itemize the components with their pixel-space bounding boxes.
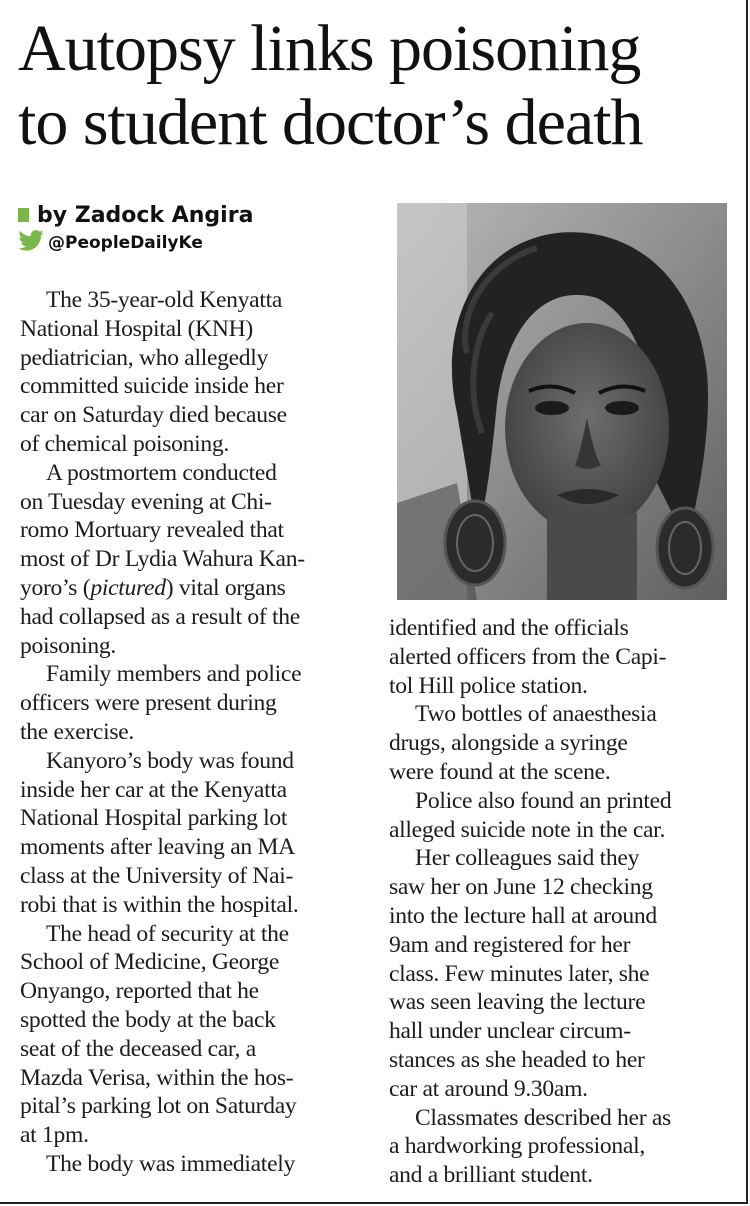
line: car on Saturday died because bbox=[20, 402, 287, 429]
line: moments after leaving an MA bbox=[20, 834, 295, 861]
paragraph-4 bbox=[20, 747, 360, 920]
article-column-2 bbox=[389, 614, 734, 1190]
line: had collapsed as a result of the bbox=[20, 603, 300, 630]
paragraph-7 bbox=[389, 614, 734, 700]
byline-author-row bbox=[18, 200, 378, 230]
paragraph-6 bbox=[20, 1150, 360, 1179]
line: saw her on June 12 checking bbox=[389, 874, 653, 901]
line: into the lecture hall at around bbox=[389, 902, 657, 929]
byline-handle-row[interactable] bbox=[18, 230, 378, 256]
line: Kanyoro’s body was found bbox=[46, 747, 294, 774]
line: and a brilliant student. bbox=[389, 1162, 593, 1189]
line: seat of the deceased car, a bbox=[20, 1035, 256, 1062]
paragraph-9 bbox=[389, 787, 734, 845]
line: on Tuesday evening at Chi- bbox=[20, 488, 272, 515]
line: car at around 9.30am. bbox=[389, 1075, 588, 1102]
article-photo bbox=[397, 203, 727, 600]
line: Her colleagues said they bbox=[415, 845, 640, 872]
line: Family members and police bbox=[46, 661, 302, 688]
line: A postmortem conducted bbox=[46, 459, 277, 486]
line: tol Hill police station. bbox=[389, 672, 588, 699]
line: alleged suicide note in the car. bbox=[389, 816, 666, 843]
paragraph-10 bbox=[389, 844, 734, 1103]
line: The body was immediately bbox=[46, 1150, 295, 1177]
line: hall under unclear circum- bbox=[389, 1018, 631, 1045]
paragraph-8 bbox=[389, 700, 734, 786]
line: of chemical poisoning. bbox=[20, 430, 229, 457]
portrait-illustration bbox=[397, 203, 727, 600]
byline bbox=[18, 200, 378, 256]
pictured-italic: pictured bbox=[90, 574, 166, 601]
line: class at the University of Nai- bbox=[20, 862, 294, 889]
accent-square-icon bbox=[18, 208, 29, 222]
line: identified and the officials bbox=[389, 615, 629, 641]
line: National Hospital parking lot bbox=[20, 805, 288, 832]
twitter-handle: @PeopleDailyKe bbox=[48, 233, 203, 253]
line: yoro’s ( bbox=[20, 574, 91, 601]
line: Two bottles of anaesthesia bbox=[415, 701, 657, 728]
headline bbox=[18, 12, 738, 160]
paragraph-1 bbox=[20, 286, 360, 459]
line: National Hospital (KNH) bbox=[20, 315, 253, 342]
line: spotted the body at the back bbox=[20, 1006, 276, 1033]
line: were found at the scene. bbox=[389, 758, 611, 785]
line: class. Few minutes later, she bbox=[389, 960, 650, 987]
paragraph-3 bbox=[20, 660, 360, 746]
paragraph-5 bbox=[20, 920, 360, 1150]
line: at 1pm. bbox=[20, 1122, 89, 1149]
line: poisoning. bbox=[20, 632, 116, 659]
headline-line-1: Autopsy links poisoning bbox=[18, 12, 641, 85]
twitter-bird-icon bbox=[18, 230, 44, 256]
line: The 35-year-old Kenyatta bbox=[46, 287, 283, 313]
line: pediatrician, who allegedly bbox=[20, 344, 269, 371]
line: inside her car at the Kenyatta bbox=[20, 776, 287, 803]
line: Police also found an printed bbox=[415, 787, 672, 814]
line: the exercise. bbox=[20, 718, 134, 745]
line: romo Mortuary revealed that bbox=[20, 517, 284, 544]
line: pital’s parking lot on Saturday bbox=[20, 1093, 297, 1120]
line: Onyango, reported that he bbox=[20, 978, 259, 1005]
line: officers were present during bbox=[20, 690, 277, 717]
paragraph-11 bbox=[389, 1104, 734, 1190]
line: a hardworking professional, bbox=[389, 1133, 645, 1160]
line: Classmates described her as bbox=[415, 1104, 671, 1131]
paragraph-2 bbox=[20, 459, 360, 661]
line: was seen leaving the lecture bbox=[389, 989, 646, 1016]
line: 9am and registered for her bbox=[389, 931, 631, 958]
headline-line-2: to student doctor’s death bbox=[18, 86, 643, 159]
author-name: by Zadock Angira bbox=[37, 202, 254, 228]
line: drugs, alongside a syringe bbox=[389, 730, 628, 757]
line: Mazda Verisa, within the hos- bbox=[20, 1064, 294, 1091]
line: most of Dr Lydia Wahura Kan- bbox=[20, 546, 305, 573]
line: School of Medicine, George bbox=[20, 949, 280, 976]
article-column-1 bbox=[20, 286, 360, 1179]
line: alerted officers from the Capi- bbox=[389, 643, 667, 670]
line: robi that is within the hospital. bbox=[20, 891, 299, 918]
line: committed suicide inside her bbox=[20, 373, 284, 400]
line: stances as she headed to her bbox=[389, 1046, 645, 1073]
line: The head of security at the bbox=[46, 920, 289, 947]
line: ) vital organs bbox=[165, 574, 286, 601]
